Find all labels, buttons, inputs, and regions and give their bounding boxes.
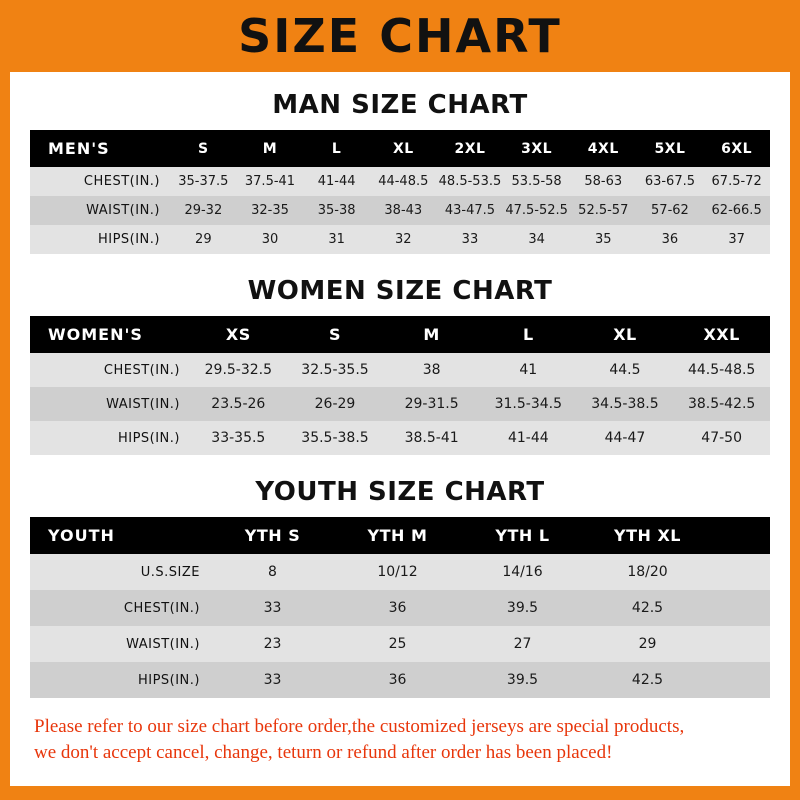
women-col-l: L [522, 325, 534, 344]
men-waist-6xl: 62-66.5 [711, 203, 762, 218]
men-section [10, 90, 790, 254]
table-row [30, 387, 770, 421]
men-col-s: S [198, 140, 209, 157]
women-hips-l: 41-44 [507, 430, 549, 446]
youth-waist-xl: 29 [638, 636, 657, 652]
men-waist-5xl: 57-62 [651, 203, 689, 218]
youth-ussize-l: 14/16 [502, 564, 543, 580]
youth-size-table [30, 517, 770, 698]
youth-col-spacer [710, 517, 770, 554]
header-banner [0, 0, 800, 72]
men-chest-label: CHEST(IN.) [83, 174, 160, 189]
women-hips-xxl: 47-50 [701, 430, 742, 446]
youth-chest-l: 39.5 [506, 600, 539, 616]
youth-waist-m: 25 [388, 636, 407, 652]
youth-hips-l: 39.5 [506, 672, 539, 688]
page-title: SIZE CHART [238, 9, 562, 63]
men-hips-xl: 32 [395, 232, 412, 247]
men-chest-l: 41-44 [317, 174, 356, 189]
youth-chest-spacer [710, 590, 770, 626]
men-waist-label: WAIST(IN.) [86, 203, 160, 218]
women-chest-label: CHEST(IN.) [103, 362, 180, 378]
men-section-title: MAN SIZE CHART [272, 90, 528, 120]
men-hips-4xl: 35 [594, 232, 612, 247]
youth-col-m: YTH M [367, 526, 428, 545]
men-col-6xl: 6XL [721, 140, 753, 157]
youth-section-title: YOUTH SIZE CHART [255, 477, 545, 507]
men-chest-xl: 44-48.5 [378, 174, 429, 189]
men-hips-l: 31 [328, 232, 345, 247]
youth-ussize-m: 10/12 [377, 564, 418, 580]
youth-ussize-xl: 18/20 [627, 564, 668, 580]
men-waist-3xl: 47.5-52.5 [505, 203, 568, 218]
table-header-row [30, 316, 770, 353]
youth-hips-label: HIPS(IN.) [137, 672, 200, 688]
youth-waist-s: 23 [263, 636, 282, 652]
table-row [30, 662, 770, 698]
men-chest-3xl: 53.5-58 [511, 174, 562, 189]
footer-disclaimer [34, 714, 766, 765]
women-chest-m: 38 [422, 362, 441, 378]
women-waist-m: 29-31.5 [404, 396, 459, 412]
women-hips-m: 38.5-41 [404, 430, 459, 446]
men-hips-6xl: 37 [728, 232, 745, 247]
youth-waist-spacer [710, 626, 770, 662]
men-col-l: L [331, 140, 342, 157]
women-waist-xxl: 38.5-42.5 [687, 396, 756, 412]
youth-hips-xl: 42.5 [631, 672, 664, 688]
footer-line-1: Please refer to our size chart before order,the customized jerseys are special products, [34, 716, 685, 737]
women-hips-label: HIPS(IN.) [117, 430, 180, 446]
men-hips-label: HIPS(IN.) [97, 232, 160, 247]
men-waist-l: 35-38 [317, 203, 356, 218]
women-section-title: WOMEN SIZE CHART [247, 276, 553, 306]
table-header-row [30, 130, 770, 167]
women-hips-s: 35.5-38.5 [301, 430, 369, 446]
men-col-3xl: 3XL [521, 140, 553, 157]
men-waist-xl: 38-43 [384, 203, 423, 218]
men-hips-3xl: 34 [528, 232, 545, 247]
women-col-xl: XL [613, 325, 637, 344]
youth-ussize-label: U.S.SIZE [140, 564, 200, 580]
women-hips-xs: 33-35.5 [211, 430, 266, 446]
table-row [30, 421, 770, 455]
youth-hips-m: 36 [388, 672, 407, 688]
women-section [10, 276, 790, 455]
men-col-4xl: 4XL [587, 140, 619, 157]
women-waist-xs: 23.5-26 [211, 396, 266, 412]
men-chest-6xl: 67.5-72 [711, 174, 762, 189]
women-waist-s: 26-29 [314, 396, 356, 412]
women-waist-label: WAIST(IN.) [106, 396, 180, 412]
women-col-xs: XS [225, 325, 251, 344]
youth-chest-label: CHEST(IN.) [123, 600, 200, 616]
men-waist-2xl: 43-47.5 [444, 203, 496, 218]
youth-col-l: YTH L [495, 526, 550, 545]
women-row-label-header: WOMEN'S [48, 325, 143, 344]
youth-waist-label: WAIST(IN.) [126, 636, 200, 652]
women-hips-xl: 44-47 [604, 430, 646, 446]
table-row [30, 353, 770, 387]
men-chest-5xl: 63-67.5 [644, 174, 696, 189]
men-waist-m: 32-35 [251, 203, 289, 218]
youth-chest-m: 36 [388, 600, 407, 616]
youth-ussize-s: 8 [268, 564, 277, 580]
women-waist-xl: 34.5-38.5 [591, 396, 659, 412]
youth-chest-xl: 42.5 [631, 600, 664, 616]
men-col-5xl: 5XL [654, 140, 686, 157]
men-waist-4xl: 52.5-57 [578, 203, 629, 218]
youth-chest-s: 33 [263, 600, 282, 616]
women-col-s: S [328, 325, 341, 344]
women-size-table [30, 316, 770, 455]
table-row [30, 196, 770, 225]
table-row [30, 167, 770, 196]
women-chest-xs: 29.5-32.5 [204, 362, 273, 378]
youth-row-label-header: YOUTH [48, 526, 115, 545]
women-waist-l: 31.5-34.5 [494, 396, 562, 412]
youth-hips-s: 33 [263, 672, 282, 688]
table-row [30, 590, 770, 626]
men-col-m: M [262, 140, 278, 157]
table-header-row [30, 517, 770, 554]
bottom-accent-bar [0, 786, 800, 800]
youth-col-s: YTH S [244, 526, 301, 545]
men-chest-m: 37.5-41 [244, 174, 296, 189]
table-row [30, 225, 770, 254]
men-chest-4xl: 58-63 [584, 174, 623, 189]
women-chest-l: 41 [519, 362, 538, 378]
men-row-label-header: MEN'S [48, 139, 110, 158]
men-col-xl: XL [392, 140, 414, 157]
men-size-table [30, 130, 770, 254]
women-col-xxl: XXL [703, 325, 740, 344]
table-row [30, 554, 770, 590]
men-chest-2xl: 48.5-53.5 [438, 174, 502, 189]
men-col-2xl: 2XL [454, 140, 486, 157]
men-hips-5xl: 36 [661, 232, 679, 247]
youth-hips-spacer [710, 662, 770, 698]
youth-ussize-spacer [710, 554, 770, 590]
men-waist-s: 29-32 [184, 203, 223, 218]
men-chest-s: 35-37.5 [178, 174, 229, 189]
footer-line-2: we don't accept cancel, change, teturn or refund after order has been placed! [34, 741, 613, 763]
youth-col-xl: YTH XL [614, 526, 681, 545]
women-chest-s: 32.5-35.5 [301, 362, 369, 378]
youth-waist-l: 27 [513, 636, 532, 652]
men-hips-2xl: 33 [461, 232, 479, 247]
table-row [30, 626, 770, 662]
youth-section [10, 477, 790, 698]
women-chest-xl: 44.5 [609, 362, 641, 378]
men-hips-s: 29 [195, 232, 212, 247]
men-hips-m: 30 [261, 232, 279, 247]
women-col-m: M [423, 325, 440, 344]
women-chest-xxl: 44.5-48.5 [687, 362, 756, 378]
